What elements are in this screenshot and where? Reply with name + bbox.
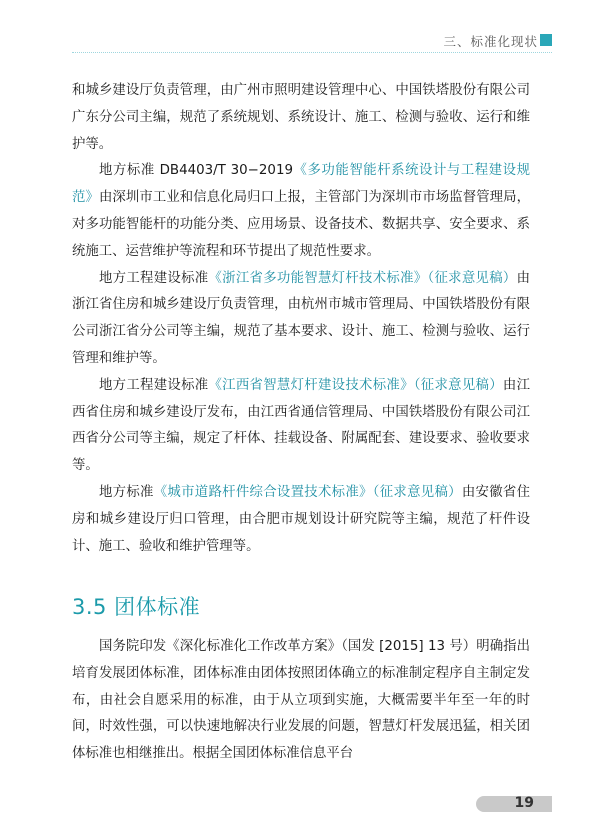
paragraph-body: 由深圳市工业和信息化局归口上报，主管部门为深圳市市场监督管理局，对多功能智能杆的功能分类、应用场景、设备技术、数据共享、安全要求、系统施工、运营维护等流程和环节提出了规范性要求。 xyxy=(72,190,531,259)
page-number: 19 xyxy=(514,795,534,811)
page-header xyxy=(0,0,600,60)
header-divider xyxy=(72,52,552,53)
section-marker-icon xyxy=(540,34,552,46)
standard-title: 《浙江省多功能智慧灯杆技术标准》（征求意见稿） xyxy=(208,270,517,286)
paragraph-body: 由浙江省住房和城乡建设厅负责管理，由杭州市城市管理局、中国铁塔股份有限公司浙江省分公司等主编，规范了基本要求、设计、施工、检测与验收、运行管理和维护等。 xyxy=(72,270,530,366)
section-paragraph: 国务院印发《深化标准化工作改革方案》（国发 [2015] 13 号）明确指出培育发展团体标准，团体标准由团体按照团体确立的标准制定程序自主制定发布，由社会自愿采用的标准，由于从立项到实施，大概需要半年至一年的时间，时效性强，可以快速地解决行业发展的问题，智慧灯杆发展迅猛，相关团体标准也相继推出。根据全国团体标准信息平台 xyxy=(72,639,530,762)
paragraph-body: 由江西省住房和城乡建设厅发布，由江西省通信管理局、中国铁塔股份有限公司江西省分公司等主编，规定了杆体、挂载设备、附属配套、建设要求、验收要求等。 xyxy=(72,377,530,474)
standard-type: 地方标准 xyxy=(99,484,154,500)
paragraph-2 xyxy=(72,158,530,265)
paragraph-1: 和城乡建设厅负责管理，由广州市照明建设管理中心、中国铁塔股份有限公司广东分公司主编，规范了系统规划、系统设计、施工、检测与验收、运行和维护等。 xyxy=(72,83,530,152)
standard-type: 地方工程建设标准 xyxy=(99,270,209,286)
standard-type: 地方工程建设标准 xyxy=(99,377,209,393)
standard-title: 《江西省智慧灯杆建设技术标准》（征求意见稿） xyxy=(208,377,503,393)
body-text xyxy=(72,78,530,560)
standard-title: 《城市道路杆件综合设置技术标准》（征求意见稿） xyxy=(153,484,462,500)
section-title: 三、标准化现状 xyxy=(443,34,538,49)
section-body xyxy=(72,634,530,768)
paragraph-5 xyxy=(72,480,530,560)
standard-code: 地方标准 DB4403/T 30−2019 xyxy=(99,163,293,179)
paragraph-3 xyxy=(72,266,530,373)
section-heading: 3.5 团体标准 xyxy=(72,595,201,619)
standard-title: 《多功能智能杆系统设计与工程建设规范》 xyxy=(72,163,531,206)
paragraph-body: 由安徽省住房和城乡建设厅归口管理，由合肥市规划设计研究院等主编，规范了杆件设计、施工、验收和维护管理等。 xyxy=(72,484,530,554)
paragraph-4 xyxy=(72,373,530,480)
